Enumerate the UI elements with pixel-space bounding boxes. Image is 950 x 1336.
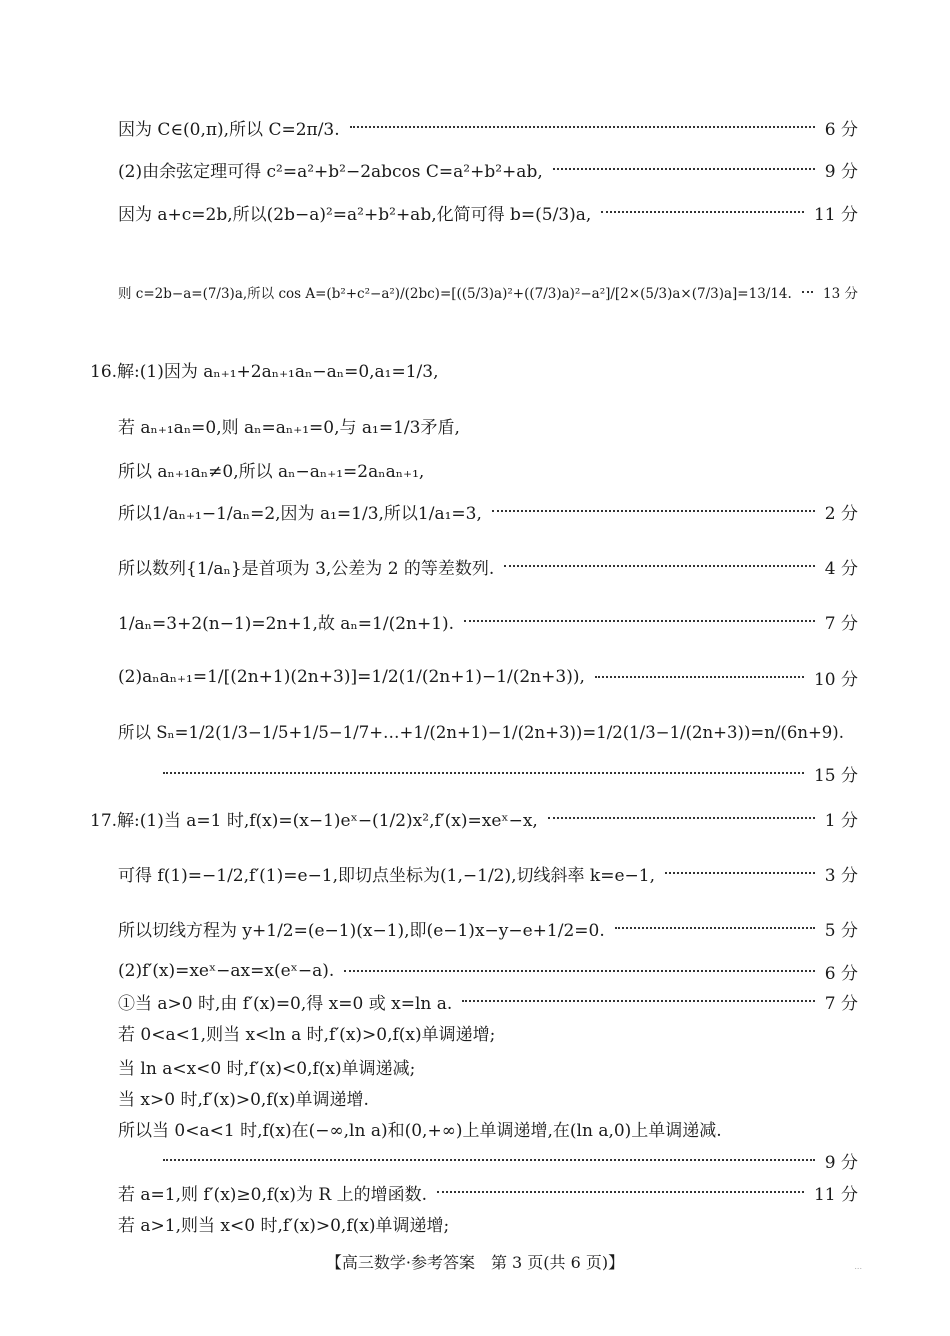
score-label: 5 分 [824,920,858,941]
answer-line [118,1210,858,1236]
line-text: 1/aₙ=3+2(n−1)=2n+1,故 aₙ=1/(2n+1). [118,613,455,634]
score-label: 3 分 [824,865,858,886]
answer-line [118,1019,858,1045]
score-label: 10 分 [813,669,858,690]
line-text: 所以数列{1/aₙ}是首项为 3,公差为 2 的等差数列. [118,558,495,579]
dot-leader [548,817,815,819]
answer-line [118,662,858,692]
dot-leader [464,620,815,622]
score-label: 9 分 [824,161,858,182]
dot-leader [615,927,815,929]
answer-line [118,552,858,580]
answer-line [118,456,858,482]
line-text: ①当 a>0 时,由 f′(x)=0,得 x=0 或 x=ln a. [118,993,453,1014]
line-text: 若 aₙ₊₁aₙ=0,则 aₙ=aₙ₊₁=0,与 a₁=1/3矛盾, [118,417,460,438]
answer-line [118,913,858,943]
answer-line [118,1179,858,1205]
answer-line [118,197,858,227]
answer-line [118,1147,858,1173]
answer-line [90,354,858,384]
answer-line [118,1084,858,1110]
score-label: 9 分 [824,1152,858,1173]
line-text: 若 a>1,则当 x<0 时,f′(x)>0,f(x)单调递增; [118,1215,450,1236]
answer-line [118,496,858,526]
dot-leader [163,772,804,774]
answer-line [118,1053,858,1079]
answer-line [118,112,858,142]
corner-mark: ... [854,1262,862,1271]
answer-line [118,760,858,786]
line-text: 所以1/aₙ₊₁−1/aₙ=2,因为 a₁=1/3,所以1/a₁=3, [118,503,482,524]
score-label: 11 分 [813,1184,858,1205]
answer-line [118,716,858,746]
line-text: 所以 Sₙ=1/2(1/3−1/5+1/5−1/7+…+1/(2n+1)−1/(2n+3))=1/2(1/3−1/(2n+3))=n/(6n+9). [118,723,844,742]
dot-leader [665,872,815,874]
line-text: 若 0<a<1,则当 x<ln a 时,f′(x)>0,f(x)单调递增; [118,1024,496,1045]
score-label: 4 分 [824,558,858,579]
score-label: 7 分 [824,613,858,634]
answer-line [118,606,858,636]
dot-leader [802,291,813,293]
dot-leader [595,676,804,678]
score-label: 6 分 [824,963,858,984]
line-text: 因为 a+c=2b,所以(2b−a)²=a²+b²+ab,化简可得 b=(5/3)a, [118,204,592,225]
score-label: 2 分 [824,503,858,524]
line-text: 17.解:(1)当 a=1 时,f(x)=(x−1)eˣ−(1/2)x²,f′(x)=xeˣ−x, [90,810,538,831]
page-footer: 【高三数学·参考答案 第 3 页(共 6 页)】 [325,1253,625,1272]
score-label: 7 分 [824,993,858,1014]
line-text: 当 ln a<x<0 时,f′(x)<0,f(x)单调递减; [118,1058,416,1079]
answer-line [118,277,858,307]
dot-leader [492,510,815,512]
line-text: 所以切线方程为 y+1/2=(e−1)(x−1),即(e−1)x−y−e+1/2=0. [118,920,605,941]
score-label: 1 分 [824,810,858,831]
answer-line [118,410,858,440]
answer-line [118,1115,858,1141]
dot-leader [504,565,814,567]
answer-line [90,803,858,833]
score-label: 15 分 [813,765,858,786]
answer-line [118,988,858,1014]
dot-leader [601,211,804,213]
line-text: 则 c=2b−a=(7/3)a,所以 cos A=(b²+c²−a²)/(2bc)=[((5/3)a)²+((7/3)a)²−a²]/[2×(5/3)a×(7/3)a]=13/14. [118,286,792,302]
dot-leader [344,970,814,972]
answer-line [118,858,858,888]
answer-line [118,155,858,183]
line-text: 因为 C∈(0,π),所以 C=2π/3. [118,119,340,140]
score-label: 13 分 [823,286,858,302]
score-label: 6 分 [824,119,858,140]
line-text: 可得 f(1)=−1/2,f′(1)=e−1,即切点坐标为(1,−1/2),切线斜率 k=e−1, [118,865,655,886]
score-label: 11 分 [813,204,858,225]
line-text: 当 x>0 时,f′(x)>0,f(x)单调递增. [118,1089,369,1110]
dot-leader [462,1000,814,1002]
dot-leader [437,1191,804,1193]
dot-leader [350,126,815,128]
line-text: (2)f′(x)=xeˣ−ax=x(eˣ−a). [118,961,335,981]
answer-line [118,958,858,984]
line-text: (2)由余弦定理可得 c²=a²+b²−2abcos C=a²+b²+ab, [118,161,543,182]
line-text: (2)aₙaₙ₊₁=1/[(2n+1)(2n+3)]=1/2(1/(2n+1)−1/(2n+3)), [118,667,585,687]
line-text: 16.解:(1)因为 aₙ₊₁+2aₙ₊₁aₙ−aₙ=0,a₁=1/3, [90,361,439,382]
dot-leader [163,1159,815,1161]
line-text: 所以 aₙ₊₁aₙ≠0,所以 aₙ−aₙ₊₁=2aₙaₙ₊₁, [118,461,425,482]
dot-leader [553,168,815,170]
line-text: 所以当 0<a<1 时,f(x)在(−∞,ln a)和(0,+∞)上单调递增,在(ln a,0)上单调递减. [118,1120,722,1141]
line-text: 若 a=1,则 f′(x)≥0,f(x)为 R 上的增函数. [118,1184,428,1205]
